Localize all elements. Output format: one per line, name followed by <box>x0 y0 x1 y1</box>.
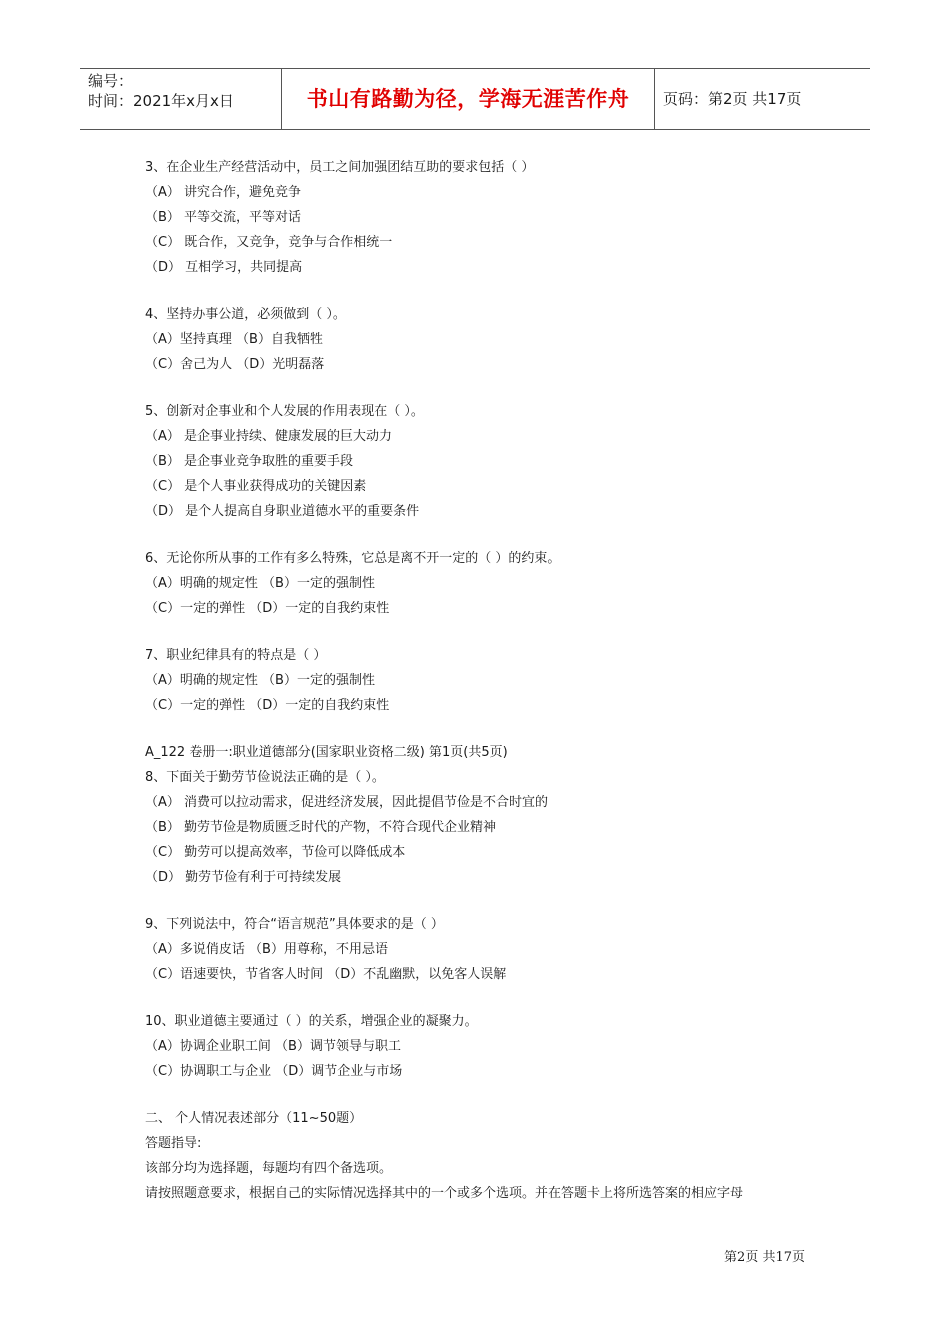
question-text: 7、职业纪律具有的特点是（ ） <box>145 648 327 663</box>
option-text: （C）舍己为人 （D）光明磊落 <box>145 357 325 372</box>
option-text: （A） 是企事业持续、健康发展的巨大动力 <box>145 429 393 444</box>
option-text: 该部分均为选择题，每题均有四个备选项。 <box>145 1161 393 1176</box>
document-body <box>145 155 835 1206</box>
question-text: 二、 个人情况表述部分（11~50题） <box>145 1111 363 1126</box>
option-text: （D） 是个人提高自身职业道德水平的重要条件 <box>145 504 420 519</box>
block-gap <box>145 718 835 740</box>
question-block <box>145 643 835 718</box>
number-label: 编号： <box>88 72 134 90</box>
question-text: 5、创新对企事业和个人发展的作用表现在（ ）。 <box>145 404 424 419</box>
page-header <box>80 68 870 130</box>
option-text: （A）协调企业职工间 （B）调节领导与职工 <box>145 1039 401 1054</box>
block-gap <box>145 524 835 546</box>
header-page-info: 页码：第2页 共17页 <box>663 90 802 108</box>
question-text: 6、无论你所从事的工作有多么特殊，它总是离不开一定的（ ）的约束。 <box>145 551 561 566</box>
option-text: （B） 平等交流，平等对话 <box>145 210 302 225</box>
question-text: A_122 卷册一:职业道德部分(国家职业资格二级) 第1页(共5页) <box>145 745 508 760</box>
question-block <box>145 912 835 987</box>
block-gap <box>145 377 835 399</box>
option-text: （A） 消费可以拉动需求，促进经济发展，因此提倡节俭是不合时宜的 <box>145 795 549 810</box>
block-gap <box>145 890 835 912</box>
option-text: （D） 勤劳节俭有利于可持续发展 <box>145 870 342 885</box>
option-text: （B） 是企事业竞争取胜的重要手段 <box>145 454 354 469</box>
question-text: 3、在企业生产经营活动中，员工之间加强团结互助的要求包括（ ） <box>145 160 535 175</box>
option-text: （C） 是个人事业获得成功的关键因素 <box>145 479 367 494</box>
header-meta <box>80 69 282 129</box>
page-footer: 第2页 共17页 <box>724 1250 805 1265</box>
option-text: 8、下面关于勤劳节俭说法正确的是（ ）。 <box>145 770 385 785</box>
option-text: 答题指导: <box>145 1136 202 1151</box>
option-text: （A）明确的规定性 （B）一定的强制性 <box>145 673 375 688</box>
question-block <box>145 1106 835 1206</box>
question-block <box>145 302 835 377</box>
option-text: （D） 互相学习，共同提高 <box>145 260 303 275</box>
question-text: 4、坚持办事公道，必须做到（ ）。 <box>145 307 346 322</box>
option-text: （C）一定的弹性 （D）一定的自我约束性 <box>145 601 390 616</box>
option-text: 请按照题意要求，根据自己的实际情况选择其中的一个或多个选项。并在答题卡上将所选答案的相应字母 <box>145 1186 744 1201</box>
question-block <box>145 740 835 890</box>
block-gap <box>145 987 835 1009</box>
option-text: （A）多说俏皮话 （B）用尊称，不用忌语 <box>145 942 388 957</box>
option-text: （A）坚持真理 （B）自我牺牲 <box>145 332 323 347</box>
question-block <box>145 155 835 280</box>
option-text: （A）明确的规定性 （B）一定的强制性 <box>145 576 375 591</box>
block-gap <box>145 621 835 643</box>
question-block <box>145 546 835 621</box>
option-text: （B） 勤劳节俭是物质匮乏时代的产物，不符合现代企业精神 <box>145 820 497 835</box>
question-text: 10、职业道德主要通过（ ）的关系，增强企业的凝聚力。 <box>145 1014 478 1029</box>
option-text: （C） 勤劳可以提高效率，节俭可以降低成本 <box>145 845 406 860</box>
option-text: （C） 既合作，又竞争，竞争与合作相统一 <box>145 235 393 250</box>
header-motto: 书山有路勤为径，学海无涯苦作舟 <box>282 69 655 129</box>
option-text: （C）一定的弹性 （D）一定的自我约束性 <box>145 698 390 713</box>
question-block <box>145 1009 835 1084</box>
option-text: （A） 讲究合作，避免竞争 <box>145 185 302 200</box>
time-label: 时间：2021年x月x日 <box>88 92 234 110</box>
block-gap <box>145 280 835 302</box>
option-text: （C）协调职工与企业 （D）调节企业与市场 <box>145 1064 403 1079</box>
question-block <box>145 399 835 524</box>
block-gap <box>145 1084 835 1106</box>
option-text: （C）语速要快，节省客人时间 （D）不乱幽默，以免客人误解 <box>145 967 507 982</box>
question-text: 9、下列说法中，符合“语言规范”具体要求的是（ ） <box>145 917 444 932</box>
